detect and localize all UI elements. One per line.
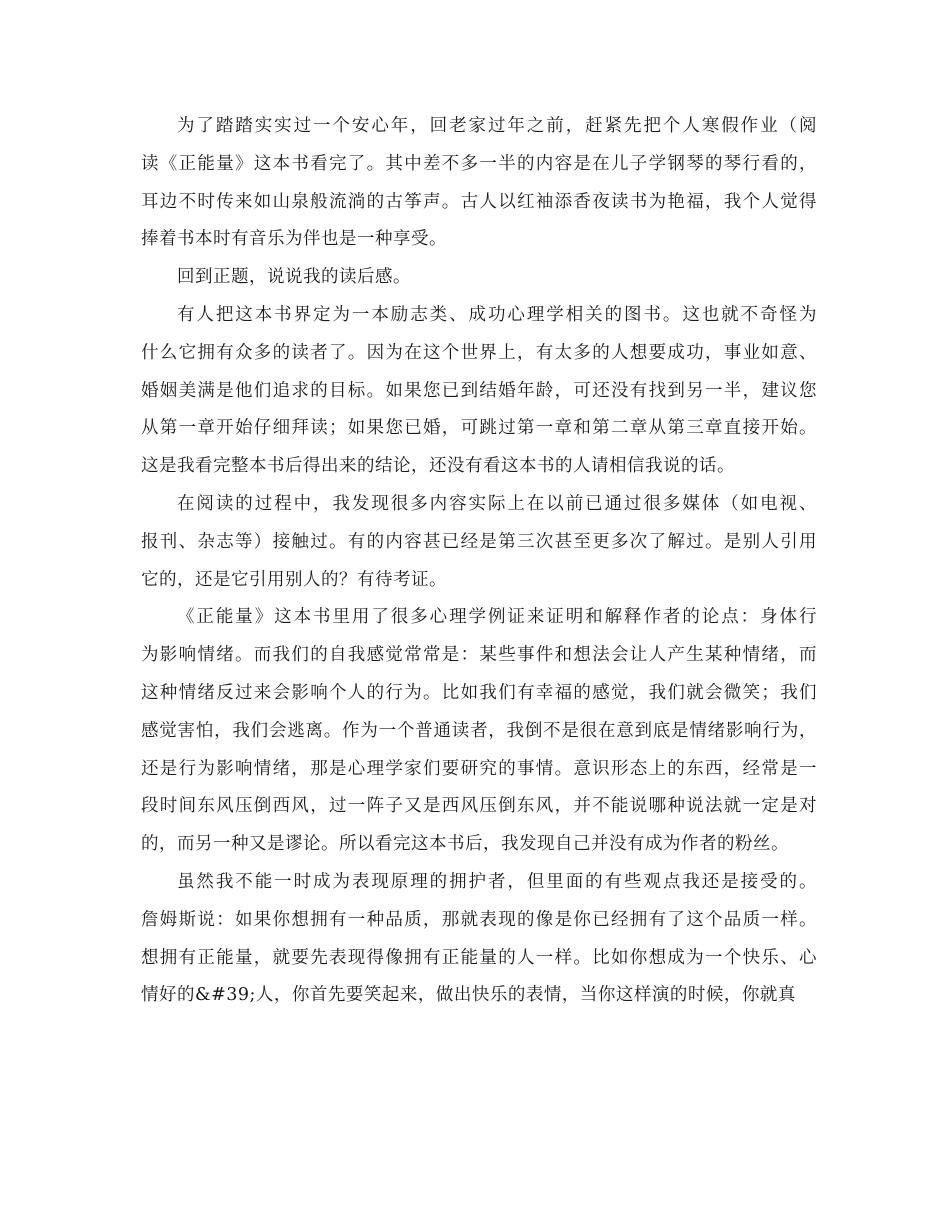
paragraph [141, 108, 817, 259]
text-line: 感觉害怕，我们会逃离。作为一个普通读者，我倒不是很在意到底是情绪影响行为， [141, 720, 817, 741]
paragraph [141, 599, 817, 864]
text-line: 耳边不时传来如山泉般流淌的古筝声。古人以红袖添香夜读书为艳福，我个人觉得 [141, 191, 817, 212]
text-line: 有人把这本书界定为一本励志类、成功心理学相关的图书。这也就不奇怪为 [177, 304, 817, 325]
text-line: 什么它拥有众多的读者了。因为在这个世界上，有太多的人想要成功，事业如意、 [141, 342, 817, 363]
paragraph [141, 864, 817, 1015]
text-line: 从第一章开始仔细拜读；如果您已婚，可跳过第一章和第二章从第三章直接开始。 [141, 418, 817, 439]
text-line: 这种情绪反过来会影响个人的行为。比如我们有幸福的感觉，我们就会微笑；我们 [141, 682, 817, 703]
text-line: 《正能量》这本书里用了很多心理学例证来证明和解释作者的论点：身体行 [177, 607, 817, 628]
text-line: 想拥有正能量，就要先表现得像拥有正能量的人一样。比如你想成为一个快乐、心 [141, 947, 817, 968]
text-line: 段时间东风压倒西风，过一阵子又是西风压倒东风，并不能说哪种说法就一定是对 [141, 796, 817, 817]
text-line: 詹姆斯说：如果你想拥有一种品质，那就表现的像是你已经拥有了这个品质一样。 [141, 909, 817, 930]
text-line: 报刊、杂志等）接触过。有的内容甚已经是第三次甚至更多次了解过。是别人引用 [141, 531, 817, 552]
text-line: 婚姻美满是他们追求的目标。如果您已到结婚年龄，可还没有找到另一半，建议您 [141, 380, 817, 401]
text-line: 为影响情绪。而我们的自我感觉常常是：某些事件和想法会让人产生某种情绪，而 [141, 645, 817, 666]
document-body [141, 108, 817, 1015]
text-line: 的，而另一种又是谬论。所以看完这本书后，我发现自己并没有成为作者的粉丝。 [141, 834, 789, 855]
text-line: 在阅读的过程中，我发现很多内容实际上在以前已通过很多媒体（如电视、 [177, 493, 817, 514]
text-line: 它的，还是它引用别人的？有待考证。 [141, 569, 447, 590]
paragraph [141, 259, 817, 297]
paragraph [141, 297, 817, 486]
text-line: 捧着书本时有音乐为伴也是一种享受。 [141, 229, 447, 250]
document-page [141, 108, 817, 1015]
text-line: 还是行为影响情绪，那是心理学家们要研究的事情。意识形态上的东西，经常是一 [141, 758, 817, 779]
paragraph [141, 486, 817, 599]
text-line: 回到正题，说说我的读后感。 [177, 267, 411, 288]
text-line: 这是我看完整本书后得出来的结论，还没有看这本书的人请相信我说的话。 [141, 456, 735, 477]
text-line: 情好的&#39;人，你首先要笑起来，做出快乐的表情，当你这样演的时候，你就真 [141, 985, 796, 1006]
text-line: 读《正能量》这本书看完了。其中差不多一半的内容是在儿子学钢琴的琴行看的， [141, 153, 817, 174]
text-line: 为了踏踏实实过一个安心年，回老家过年之前，赶紧先把个人寒假作业（阅 [177, 116, 817, 136]
text-line: 虽然我不能一时成为表现原理的拥护者，但里面的有些观点我还是接受的。 [177, 871, 817, 892]
